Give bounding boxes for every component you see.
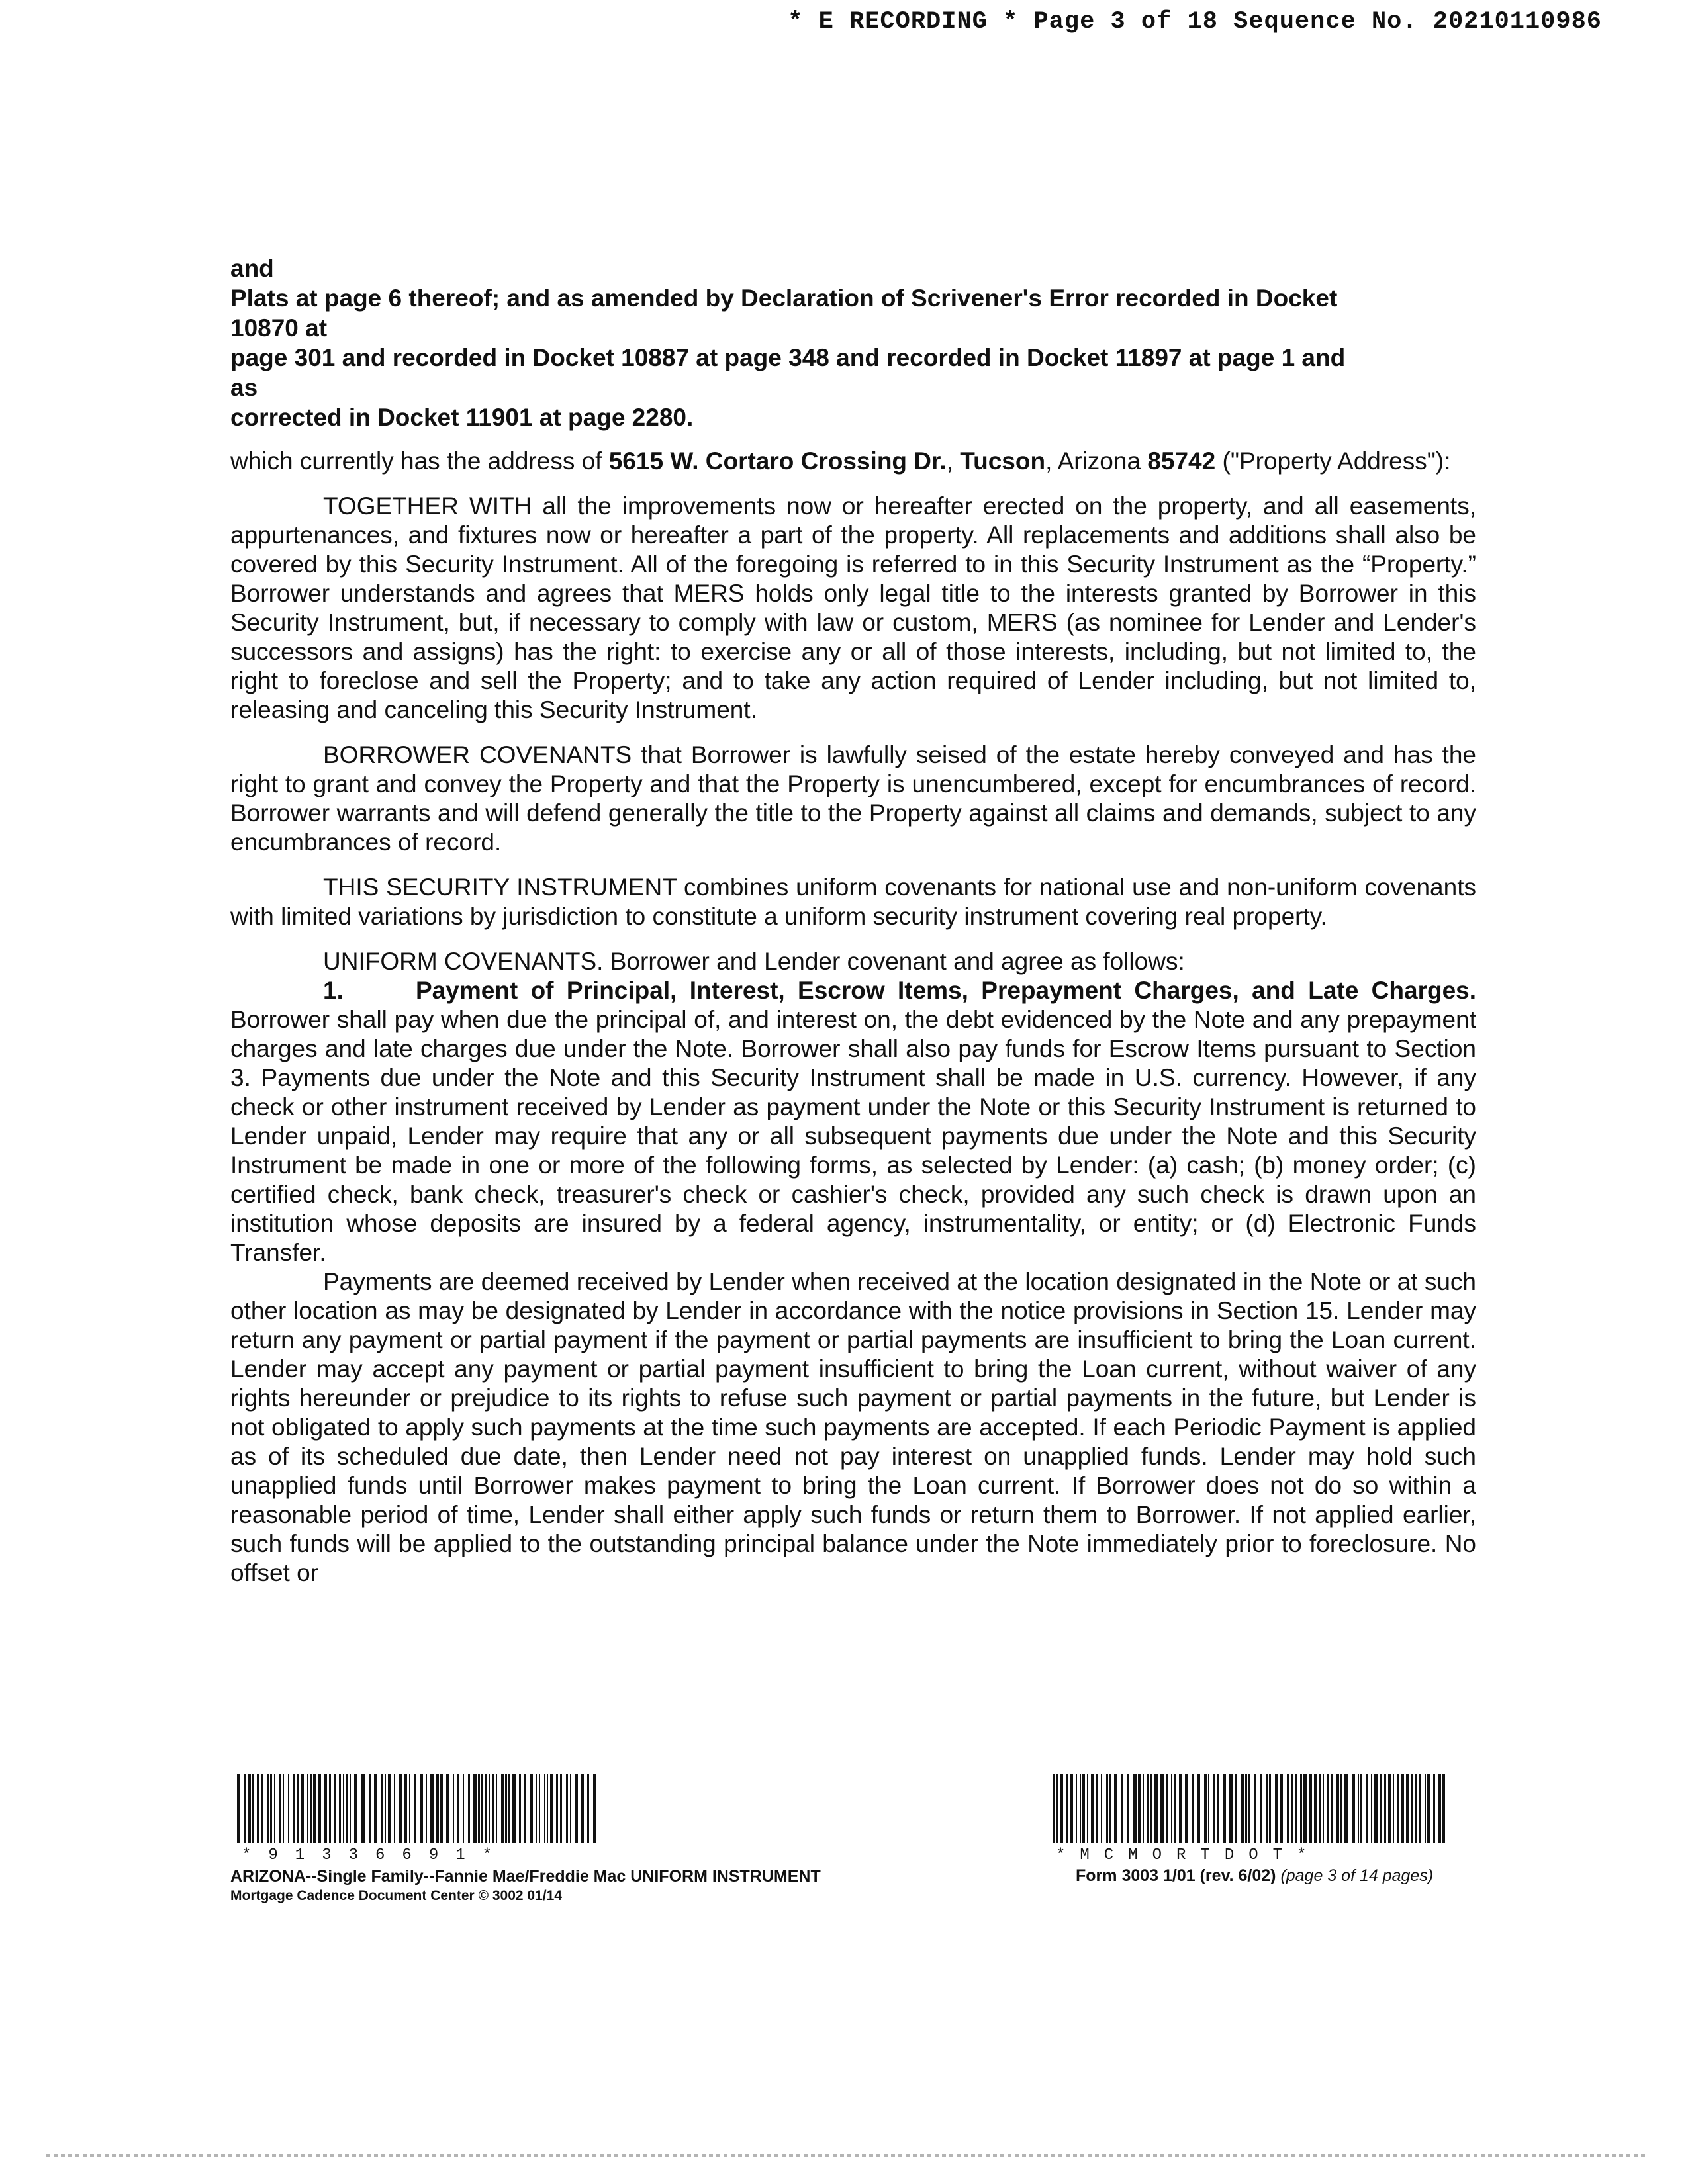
barcode-right	[1053, 1774, 1450, 1843]
barcode-bar	[1066, 1774, 1068, 1843]
footer-page-count: (page 3 of 14 pages)	[1280, 1866, 1434, 1885]
barcode-bar	[1060, 1774, 1063, 1843]
barcode-bar	[1275, 1774, 1278, 1843]
barcode-bar	[1147, 1774, 1149, 1843]
legal-line: page 301 and recorded in Docket 10887 at page 348 and recorded in Docket 11897 at page 1 and	[230, 344, 1346, 371]
barcode-bar	[508, 1774, 510, 1843]
barcode-bar	[1415, 1774, 1417, 1843]
barcode-bar	[478, 1774, 480, 1843]
barcode-bar	[1053, 1774, 1055, 1843]
barcode-bar	[248, 1774, 251, 1843]
barcode-bar	[436, 1774, 439, 1843]
barcode-bar	[505, 1774, 507, 1843]
barcode-bar	[369, 1774, 371, 1843]
barcode-bar	[334, 1774, 336, 1843]
barcode-bar	[1314, 1774, 1317, 1843]
barcode-bar	[343, 1774, 344, 1843]
barcode-bar	[1245, 1774, 1247, 1843]
legal-line: 10870 at	[230, 314, 328, 341]
address-suffix: ("Property Address"):	[1215, 447, 1451, 475]
barcode-bar	[1127, 1774, 1129, 1843]
barcode-bar	[1300, 1774, 1302, 1843]
barcode-bar	[1360, 1774, 1362, 1843]
barcode-bar	[310, 1774, 312, 1843]
barcode-bar	[1388, 1774, 1391, 1843]
barcode-bar	[350, 1774, 351, 1843]
barcode-bar	[361, 1774, 365, 1843]
footer-form-number	[1076, 1866, 1433, 1886]
barcode-bar	[570, 1774, 571, 1843]
barcode-bar	[550, 1774, 553, 1843]
barcode-bar	[430, 1774, 434, 1843]
barcode-bar	[1260, 1774, 1262, 1843]
barcode-bar	[1171, 1774, 1172, 1843]
barcode-bar	[279, 1774, 281, 1843]
barcode-bar	[1091, 1774, 1094, 1843]
barcode-bar	[1401, 1774, 1404, 1843]
barcode-bar	[512, 1774, 516, 1843]
barcode-left	[237, 1774, 601, 1843]
barcode-bar	[1393, 1774, 1394, 1843]
barcode-bar	[1174, 1774, 1176, 1843]
barcode-bar	[1133, 1774, 1137, 1843]
barcode-bar	[1366, 1774, 1368, 1843]
barcode-bar	[457, 1774, 459, 1843]
legal-line: corrected in Docket 11901 at page 2280.	[230, 404, 694, 431]
address-state: , Arizona	[1045, 447, 1148, 475]
uniform-covenants-heading: UNIFORM COVENANTS. Borrower and Lender covenant and agree as follows:	[323, 948, 1185, 975]
barcode-bar	[1427, 1774, 1430, 1843]
barcode-bar	[267, 1774, 269, 1843]
barcode-bar	[581, 1774, 584, 1843]
address-prefix: which currently has the address of	[230, 447, 609, 475]
barcode-bar	[1327, 1774, 1329, 1843]
barcode-bar	[463, 1774, 464, 1843]
barcode-bar	[1096, 1774, 1098, 1843]
barcode-bar	[1106, 1774, 1108, 1843]
barcode-bar	[575, 1774, 578, 1843]
barcode-bar	[1121, 1774, 1123, 1843]
barcode-bar	[1336, 1774, 1339, 1843]
barcode-bar	[539, 1774, 540, 1843]
barcode-bar	[440, 1774, 443, 1843]
barcode-bar	[257, 1774, 259, 1843]
barcode-bar	[1080, 1774, 1081, 1843]
barcode-bar	[481, 1774, 483, 1843]
barcode-bar	[1266, 1774, 1268, 1843]
barcode-bar	[1442, 1774, 1445, 1843]
barcode-bar	[1411, 1774, 1413, 1843]
barcode-bar	[1185, 1774, 1188, 1843]
barcode-bar	[536, 1774, 537, 1843]
barcode-bar	[307, 1774, 308, 1843]
barcode-bar	[1287, 1774, 1289, 1843]
address-comma: ,	[946, 447, 961, 475]
barcode-bar	[1114, 1774, 1117, 1843]
barcode-right-text: *MCMORTDOT*	[1056, 1846, 1321, 1864]
section-1-number: 1.	[323, 977, 344, 1004]
footer-form: Form 3003 1/01 (rev. 6/02)	[1076, 1866, 1281, 1885]
barcode-bar	[1160, 1774, 1164, 1843]
barcode-bar	[1380, 1774, 1382, 1843]
security-instrument-paragraph: THIS SECURITY INSTRUMENT combines uniform covenants for national use and non-uniform covenants with limited variations by jurisdiction to constitute a uniform security instrument covering real property.	[230, 874, 1476, 930]
barcode-bar	[301, 1774, 304, 1843]
barcode-bar	[587, 1774, 589, 1843]
barcode-bar	[1319, 1774, 1321, 1843]
barcode-bar	[1082, 1774, 1085, 1843]
barcode-bar	[297, 1774, 299, 1843]
barcode-bar	[1241, 1774, 1244, 1843]
barcode-bar	[1087, 1774, 1088, 1843]
barcode-bar	[339, 1774, 341, 1843]
barcode-bar	[329, 1774, 331, 1843]
barcode-bar	[1374, 1774, 1378, 1843]
legal-line: and	[230, 255, 274, 282]
barcode-bar	[1254, 1774, 1256, 1843]
barcode-bar	[1248, 1774, 1250, 1843]
borrower-covenants-paragraph: BORROWER COVENANTS that Borrower is lawfully seised of the estate hereby conveyed and has the right to grant and convey the Property and that the Property is unencumbered, except for encumbrances of record. Borrower warrants and will defend generally the title to the Property against all claims and demands, subject to any encumbrances of record.	[230, 741, 1476, 856]
barcode-bar	[409, 1774, 410, 1843]
barcode-bar	[453, 1774, 454, 1843]
barcode-bar	[1138, 1774, 1141, 1843]
barcode-bar	[446, 1774, 449, 1843]
address-zip: 85742	[1147, 447, 1216, 475]
barcode-bar	[519, 1774, 521, 1843]
barcode-bar	[420, 1774, 423, 1843]
barcode-bar	[1309, 1774, 1312, 1843]
section-1-paragraph	[230, 976, 1476, 1267]
barcode-bar	[1109, 1774, 1111, 1843]
barcode-bar	[1101, 1774, 1102, 1843]
legal-description	[230, 253, 1476, 432]
section-1-title: Payment of Principal, Interest, Escrow Items, Prepayment Charges, and Late Charges.	[416, 977, 1476, 1004]
barcode-bar	[1076, 1774, 1077, 1843]
barcode-bar	[492, 1774, 494, 1843]
barcode-bar	[1056, 1774, 1058, 1843]
barcode-bar	[374, 1774, 377, 1843]
barcode-bar	[1280, 1774, 1283, 1843]
barcode-bar	[346, 1774, 348, 1843]
barcode-bar	[1235, 1774, 1237, 1843]
barcode-bar	[1358, 1774, 1359, 1843]
barcode-bar	[489, 1774, 490, 1843]
barcode-bar	[270, 1774, 272, 1843]
barcode-bar	[547, 1774, 548, 1843]
barcode-bar	[381, 1774, 383, 1843]
barcode-bar	[1204, 1774, 1207, 1843]
barcode-bar	[385, 1774, 386, 1843]
barcode-bar	[1070, 1774, 1073, 1843]
barcode-bar	[1425, 1774, 1426, 1843]
barcode-bar	[404, 1774, 407, 1843]
barcode-bar	[288, 1774, 289, 1843]
scan-artifact-line	[46, 2154, 1648, 2157]
barcode-bar	[324, 1774, 327, 1843]
barcode-bar	[388, 1774, 391, 1843]
barcode-bar	[501, 1774, 504, 1843]
footer-left	[230, 1866, 821, 1906]
barcode-bar	[313, 1774, 316, 1843]
legal-line: as	[230, 374, 258, 401]
legal-line: Plats at page 6 thereof; and as amended by Declaration of Scrivener's Error recorded in Docket	[230, 285, 1338, 312]
footer-instrument-title: ARIZONA--Single Family--Fannie Mae/Freddie Mac UNIFORM INSTRUMENT	[230, 1867, 821, 1886]
barcode-bar	[1371, 1774, 1372, 1843]
barcode-bar	[399, 1774, 402, 1843]
barcode-bar	[414, 1774, 416, 1843]
barcode-bar	[556, 1774, 558, 1843]
barcode-bar	[1323, 1774, 1324, 1843]
barcode-bar	[318, 1774, 321, 1843]
barcode-bar	[1179, 1774, 1182, 1843]
barcode-bar	[1223, 1774, 1226, 1843]
barcode-bar	[560, 1774, 562, 1843]
barcode-bar	[1340, 1774, 1342, 1843]
barcode-bar	[1397, 1774, 1399, 1843]
barcode-bar	[1208, 1774, 1209, 1843]
barcode-bar	[1197, 1774, 1200, 1843]
barcode-bar	[1213, 1774, 1215, 1843]
barcode-bar	[1344, 1774, 1348, 1843]
barcode-bar	[1166, 1774, 1168, 1843]
barcode-bar	[496, 1774, 497, 1843]
barcode-bar	[485, 1774, 487, 1843]
barcode-bar	[1154, 1774, 1158, 1843]
barcode-bar	[1303, 1774, 1307, 1843]
barcode-bar	[468, 1774, 470, 1843]
section-1-body: Borrower shall pay when due the principal of, and interest on, the debt evidenced by the Note and any prepayment charges and late charges due under the Note. Borrower shall also pay funds for Escrow Items pursuant to Section 3. Payments due under the Note and this Security Instrument shall be made in U.S. currency. However, if any check or other instrument received by Lender as payment under the Note or this Security Instrument is returned to Lender unpaid, Lender may require that any or all subsequent payments due under the Note and this Security Instrument be made in one or more of the following forms, as selected by Lender: (a) cash; (b) money order; (c) certified check, bank check, treasurer's check or cashier's check, provided any such check is drawn upon an institution whose deposits are insured by a federal agency, instrumentality, or entity; or (d) Electronic Funds Transfer.	[230, 1006, 1476, 1266]
barcode-bar	[252, 1774, 254, 1843]
address-city: Tucson	[960, 447, 1046, 475]
barcode-bar	[1295, 1774, 1297, 1843]
barcode-bar	[1143, 1774, 1144, 1843]
recording-header: * E RECORDING * Page 3 of 18 Sequence No. 20210110986	[788, 8, 1602, 36]
barcode-bar	[1433, 1774, 1435, 1843]
document-body	[230, 253, 1476, 1588]
barcode-bar	[354, 1774, 357, 1843]
barcode-bar	[473, 1774, 477, 1843]
property-address-paragraph	[230, 447, 1476, 476]
barcode-left-text: *91336691*	[242, 1846, 510, 1864]
barcode-bar	[426, 1774, 427, 1843]
barcode-bar	[1217, 1774, 1219, 1843]
barcode-bar	[293, 1774, 295, 1843]
barcode-bar	[1352, 1774, 1355, 1843]
together-with-paragraph: TOGETHER WITH all the improvements now or hereafter erected on the property, and all easements, appurtenances, and fixtures now or hereafter a part of the property. All replacements and additions shall also be covered by this Security Instrument. All of the foregoing is referred to in this Security Instrument as the “Property.” Borrower understands and agrees that MERS holds only legal title to the interests granted by Borrower in this Security Instrument, but, if necessary to comply with law or custom, MERS (as nominee for Lender and Lender's successors and assigns) has the right: to exercise any or all of those interests, including, but not limited to, the right to foreclose and sell the Property; and to take any action required of Lender including, but not limited to, releasing and canceling this Security Instrument.	[230, 492, 1476, 723]
barcode-bar	[1150, 1774, 1152, 1843]
barcode-bar	[1269, 1774, 1271, 1843]
barcode-bar	[1438, 1774, 1441, 1843]
barcode-bar	[1384, 1774, 1386, 1843]
barcode-bar	[244, 1774, 246, 1843]
barcode-bar	[1406, 1774, 1409, 1843]
barcode-bar	[261, 1774, 263, 1843]
barcode-bar	[237, 1774, 240, 1843]
address-street: 5615 W. Cortaro Crossing Dr.	[608, 447, 947, 475]
payments-paragraph: Payments are deemed received by Lender when received at the location designated in the Note or at such other location as may be designated by Lender in accordance with the notice provisions in Section 15. Lender may return any payment or partial payment if the payment or partial payments are insufficient to bring the Loan current. Lender may accept any payment or partial payment insufficient to bring the Loan current, without waiver of any rights hereunder or prejudice to its rights to refuse such payment or partial payments in the future, but Lender is not obligated to apply such payments at the time such payments are accepted. If each Periodic Payment is applied as of its scheduled due date, then Lender need not pay interest on unapplied funds. Lender may hold such unapplied funds until Borrower makes payment to bring the Loan current. If Borrower does not do so within a reasonable period of time, Lender shall either apply such funds or return them to Borrower. If not applied earlier, such funds will be applied to the outstanding principal balance under the Note immediately prior to foreclosure. No offset or	[230, 1268, 1476, 1586]
footer-document-center: Mortgage Cadence Document Center © 3002 01/14	[230, 1888, 562, 1903]
barcode-bar	[530, 1774, 533, 1843]
barcode-bar	[1331, 1774, 1333, 1843]
barcode-bar	[566, 1774, 568, 1843]
barcode-bar	[1419, 1774, 1421, 1843]
barcode-bar	[1291, 1774, 1293, 1843]
barcode-bar	[274, 1774, 275, 1843]
barcode-bar	[283, 1774, 284, 1843]
barcode-bar	[544, 1774, 545, 1843]
barcode-bar	[1229, 1774, 1233, 1843]
barcode-bar	[1192, 1774, 1194, 1843]
barcode-bar	[593, 1774, 596, 1843]
barcode-bar	[524, 1774, 526, 1843]
barcode-bar	[394, 1774, 395, 1843]
